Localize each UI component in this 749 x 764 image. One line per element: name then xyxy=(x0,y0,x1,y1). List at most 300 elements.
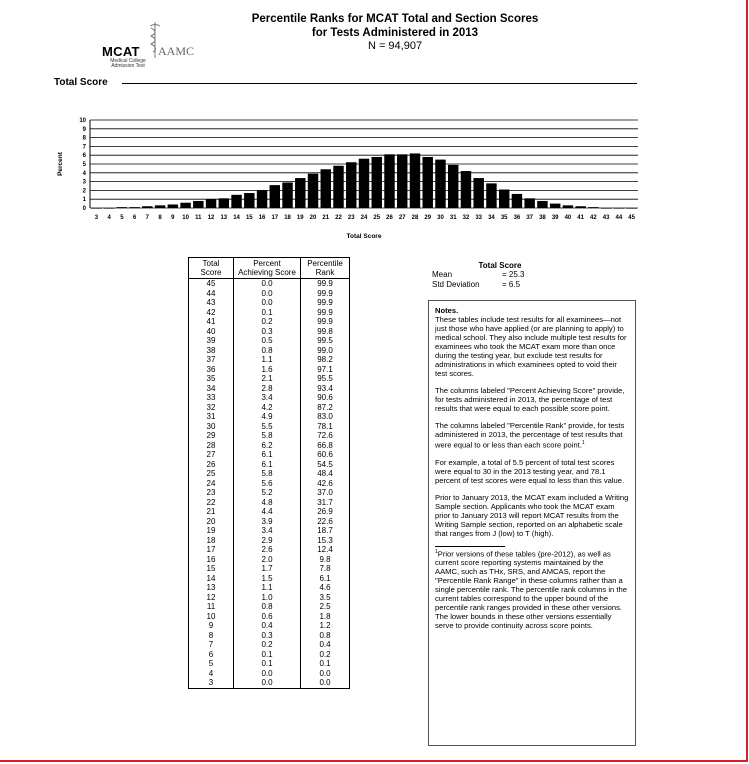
y-tick-label: 0 xyxy=(82,206,86,212)
percentile-rank-cell: 1.2 xyxy=(301,621,350,631)
x-axis-label: Total Score xyxy=(346,233,382,240)
percent-achieving-cell: 5.8 xyxy=(234,469,301,479)
percent-achieving-cell: 0.6 xyxy=(234,612,301,622)
x-tick-label: 35 xyxy=(500,215,508,221)
total-score-cell: 7 xyxy=(189,640,234,650)
total-score-cell: 45 xyxy=(189,279,234,289)
percent-achieving-cell: 0.0 xyxy=(234,298,301,308)
total-score-cell: 44 xyxy=(189,289,234,299)
percent-achieving-cell: 0.0 xyxy=(234,289,301,299)
total-score-cell: 15 xyxy=(189,564,234,574)
percentile-rank-cell: 66.8 xyxy=(301,441,350,451)
percent-achieving-cell: 4.8 xyxy=(234,498,301,508)
table-row xyxy=(189,422,350,432)
total-score-cell: 22 xyxy=(189,498,234,508)
table-row xyxy=(189,460,350,470)
logo-sub-line-2: Admission Test xyxy=(111,63,145,69)
x-tick-label: 7 xyxy=(145,215,150,221)
aamc-logo: AAMC xyxy=(158,44,195,58)
total-score-cell: 16 xyxy=(189,555,234,565)
total-score-cell: 34 xyxy=(189,384,234,394)
table-row xyxy=(189,479,350,489)
table-row xyxy=(189,555,350,565)
histogram-bar xyxy=(550,204,560,208)
table-row xyxy=(189,659,350,669)
histogram-bar xyxy=(486,183,496,208)
percentile-rank-cell: 78.1 xyxy=(301,422,350,432)
x-tick-label: 5 xyxy=(120,215,124,221)
histogram-bar xyxy=(321,169,331,208)
percentile-rank-cell: 12.4 xyxy=(301,545,350,555)
header-text: Percent xyxy=(253,259,281,268)
percentile-rank-cell: 99.8 xyxy=(301,327,350,337)
y-tick-label: 8 xyxy=(82,135,86,142)
percent-achieving-cell: 0.1 xyxy=(234,650,301,660)
table-row xyxy=(189,346,350,356)
table-row xyxy=(189,441,350,451)
percentile-rank-cell: 99.9 xyxy=(301,308,350,318)
percentile-rank-cell: 0.0 xyxy=(301,678,350,688)
x-tick-label: 4 xyxy=(107,215,111,221)
percentile-rank-cell: 60.6 xyxy=(301,450,350,460)
y-tick-label: 7 xyxy=(82,144,86,151)
percent-achieving-cell: 1.0 xyxy=(234,593,301,603)
total-score-cell: 20 xyxy=(189,517,234,527)
notes-paragraph-3-text: The columns labeled "Percentile Rank" provide, for tests administered in 2013, the percentage of test results that were equal to or less than each score point. xyxy=(435,421,625,450)
section-label: Total Score xyxy=(54,77,108,88)
percentile-rank-cell: 1.8 xyxy=(301,612,350,622)
x-tick-label: 6 xyxy=(132,215,137,221)
table-row xyxy=(189,650,350,660)
total-score-cell: 25 xyxy=(189,469,234,479)
footnote-rule xyxy=(435,546,505,547)
notes-heading: Notes. xyxy=(435,306,459,315)
table-row xyxy=(189,279,350,289)
table-row xyxy=(189,336,350,346)
histogram-bar xyxy=(295,178,305,208)
histogram-bar xyxy=(372,157,382,208)
percentile-rank-cell: 99.9 xyxy=(301,298,350,308)
x-tick-label: 25 xyxy=(373,215,381,221)
histogram-bar xyxy=(308,174,318,208)
x-tick-label: 23 xyxy=(347,215,355,221)
total-score-cell: 32 xyxy=(189,403,234,413)
percent-achieving-cell: 4.2 xyxy=(234,403,301,413)
x-tick-label: 15 xyxy=(245,215,253,221)
histogram-bar xyxy=(601,208,611,209)
histogram-bar xyxy=(499,190,509,208)
x-tick-label: 17 xyxy=(271,215,279,221)
histogram-bar xyxy=(155,205,165,208)
header-total-score xyxy=(189,258,234,279)
percentile-rank-cell: 99.9 xyxy=(301,289,350,299)
y-tick-label: 3 xyxy=(82,179,86,186)
percentile-rank-cell: 97.1 xyxy=(301,365,350,375)
percentile-rank-cell: 48.4 xyxy=(301,469,350,479)
footnote-marker: 1 xyxy=(435,548,438,555)
percent-achieving-cell: 2.1 xyxy=(234,374,301,384)
percentile-rank-cell: 95.5 xyxy=(301,374,350,384)
total-score-cell: 11 xyxy=(189,602,234,612)
mcat-logo: MCAT xyxy=(102,44,140,59)
percent-achieving-cell: 0.2 xyxy=(234,640,301,650)
percentile-rank-cell: 0.0 xyxy=(301,669,350,679)
total-score-cell: 35 xyxy=(189,374,234,384)
percentile-rank-cell: 6.1 xyxy=(301,574,350,584)
table-row xyxy=(189,289,350,299)
table-row xyxy=(189,365,350,375)
percentile-rank-cell: 42.6 xyxy=(301,479,350,489)
total-score-cell: 42 xyxy=(189,308,234,318)
percent-achieving-cell: 0.5 xyxy=(234,336,301,346)
table-row xyxy=(189,431,350,441)
y-axis-label: Percent xyxy=(57,152,64,176)
percentile-rank-cell: 98.2 xyxy=(301,355,350,365)
percentile-rank-cell: 4.6 xyxy=(301,583,350,593)
table-row xyxy=(189,640,350,650)
histogram-bar xyxy=(91,208,101,209)
total-score-cell: 19 xyxy=(189,526,234,536)
histogram-bar xyxy=(193,201,203,208)
x-tick-label: 21 xyxy=(322,215,330,221)
total-score-cell: 31 xyxy=(189,412,234,422)
total-score-cell: 30 xyxy=(189,422,234,432)
table-header-row xyxy=(189,258,350,279)
histogram-bar xyxy=(461,171,471,208)
y-tick-label: 1 xyxy=(82,197,86,204)
histogram-bar xyxy=(206,199,216,208)
header-percent-achieving xyxy=(234,258,301,279)
percent-achieving-cell: 2.9 xyxy=(234,536,301,546)
x-tick-label: 45 xyxy=(628,215,635,221)
total-score-cell: 14 xyxy=(189,574,234,584)
percentile-rank-cell: 0.8 xyxy=(301,631,350,641)
table-row xyxy=(189,450,350,460)
notes-paragraph-5: Prior to January 2013, the MCAT exam included a Writing Sample section. Applicants who took the MCAT exam prior to January 2013 will report MCAT results from the Writing Sample section, reported on an alphabetic scale that ranges from J (low) to T (high). xyxy=(435,492,629,538)
y-tick-label: 6 xyxy=(82,153,86,160)
y-tick-label: 4 xyxy=(82,170,86,177)
percent-achieving-cell: 2.6 xyxy=(234,545,301,555)
x-tick-label: 10 xyxy=(182,215,189,221)
percent-achieving-cell: 5.8 xyxy=(234,431,301,441)
total-score-cell: 38 xyxy=(189,346,234,356)
sd-value: = 6.5 xyxy=(502,280,521,289)
histogram-bar xyxy=(473,178,483,208)
percentile-rank-cell: 0.1 xyxy=(301,659,350,669)
histogram-bar xyxy=(231,195,241,208)
total-score-cell: 9 xyxy=(189,621,234,631)
x-tick-label: 26 xyxy=(386,215,393,221)
percentile-rank-cell: 99.5 xyxy=(301,336,350,346)
x-tick-label: 28 xyxy=(411,215,419,221)
percent-achieving-cell: 4.9 xyxy=(234,412,301,422)
percent-achieving-cell: 0.0 xyxy=(234,678,301,688)
total-score-cell: 12 xyxy=(189,593,234,603)
score-table xyxy=(188,257,350,689)
header-text: Rank xyxy=(315,268,335,277)
histogram-bar xyxy=(435,160,445,208)
x-tick-label: 38 xyxy=(539,215,546,221)
total-score-cell: 8 xyxy=(189,631,234,641)
table-row xyxy=(189,526,350,536)
table-body xyxy=(189,279,350,689)
footnote xyxy=(435,548,629,631)
percent-achieving-cell: 0.8 xyxy=(234,602,301,612)
x-tick-label: 34 xyxy=(488,215,495,221)
summary-stats xyxy=(432,261,570,290)
total-score-cell: 39 xyxy=(189,336,234,346)
x-tick-label: 19 xyxy=(296,215,304,221)
x-tick-label: 33 xyxy=(475,215,483,221)
percent-achieving-cell: 4.4 xyxy=(234,507,301,517)
table-row xyxy=(189,564,350,574)
histogram-bar xyxy=(588,207,598,208)
section-divider xyxy=(122,83,637,84)
percent-achieving-cell: 6.1 xyxy=(234,450,301,460)
histogram-bar xyxy=(244,193,254,208)
stats-title: Total Score xyxy=(478,261,522,270)
histogram-bar xyxy=(117,207,127,208)
percent-achieving-cell: 0.0 xyxy=(234,669,301,679)
total-score-cell: 10 xyxy=(189,612,234,622)
histogram-bar xyxy=(410,153,420,208)
x-tick-label: 37 xyxy=(526,215,534,221)
x-tick-label: 12 xyxy=(207,215,215,221)
table-row xyxy=(189,488,350,498)
percent-achieving-cell: 0.8 xyxy=(234,346,301,356)
total-score-cell: 17 xyxy=(189,545,234,555)
table-row xyxy=(189,593,350,603)
mean-value: = 25.3 xyxy=(502,270,525,279)
histogram-bar xyxy=(219,198,229,208)
percent-achieving-cell: 0.2 xyxy=(234,317,301,327)
table-row xyxy=(189,308,350,318)
histogram-bar xyxy=(384,154,394,208)
table-row xyxy=(189,469,350,479)
percent-achieving-cell: 1.7 xyxy=(234,564,301,574)
percentile-rank-cell: 26.9 xyxy=(301,507,350,517)
title-line-2: for Tests Administered in 2013 xyxy=(311,27,479,39)
percentile-rank-cell: 90.6 xyxy=(301,393,350,403)
sample-size: N = 94,907 xyxy=(367,40,423,52)
x-tick-label: 43 xyxy=(602,215,610,221)
stats-sd-row xyxy=(432,280,570,290)
percent-achieving-cell: 0.3 xyxy=(234,631,301,641)
histogram-bar xyxy=(448,165,458,208)
percentile-rank-cell: 93.4 xyxy=(301,384,350,394)
x-tick-label: 32 xyxy=(462,215,470,221)
x-tick-label: 13 xyxy=(220,215,228,221)
histogram-bar xyxy=(180,203,190,208)
x-tick-label: 41 xyxy=(577,215,584,221)
table-row xyxy=(189,678,350,688)
total-score-cell: 29 xyxy=(189,431,234,441)
histogram-bar xyxy=(512,194,522,208)
table-row xyxy=(189,412,350,422)
header-text: Score xyxy=(200,268,222,277)
percentile-rank-cell: 3.5 xyxy=(301,593,350,603)
percentile-rank-cell: 31.7 xyxy=(301,498,350,508)
total-score-cell: 40 xyxy=(189,327,234,337)
header-text: Achieving Score xyxy=(238,268,296,277)
histogram-bar xyxy=(359,159,369,208)
header-text: Percentile xyxy=(307,259,343,268)
histogram-bar xyxy=(614,208,624,209)
table-row xyxy=(189,545,350,555)
total-score-cell: 36 xyxy=(189,365,234,375)
table-row xyxy=(189,298,350,308)
percent-achieving-cell: 3.9 xyxy=(234,517,301,527)
histogram-bar xyxy=(129,207,139,208)
table-row xyxy=(189,384,350,394)
percentile-rank-cell: 18.7 xyxy=(301,526,350,536)
percent-achieving-cell: 2.8 xyxy=(234,384,301,394)
table-row xyxy=(189,621,350,631)
percent-achieving-cell: 1.1 xyxy=(234,355,301,365)
percent-achieving-cell: 0.1 xyxy=(234,659,301,669)
x-tick-label: 9 xyxy=(171,215,175,221)
percentile-rank-cell: 7.8 xyxy=(301,564,350,574)
percentile-rank-cell: 87.2 xyxy=(301,403,350,413)
total-score-histogram xyxy=(48,112,648,242)
total-score-cell: 41 xyxy=(189,317,234,327)
table-row xyxy=(189,403,350,413)
histogram-bar xyxy=(626,208,636,209)
percentile-rank-cell: 72.6 xyxy=(301,431,350,441)
percent-achieving-cell: 3.4 xyxy=(234,393,301,403)
percentile-rank-cell: 0.2 xyxy=(301,650,350,660)
histogram-bar xyxy=(346,162,356,208)
percent-achieving-cell: 5.6 xyxy=(234,479,301,489)
histogram-bar xyxy=(333,166,343,208)
percent-achieving-cell: 0.4 xyxy=(234,621,301,631)
histogram-bar xyxy=(104,208,114,209)
total-score-cell: 13 xyxy=(189,583,234,593)
percentile-rank-cell: 0.4 xyxy=(301,640,350,650)
histogram-bar xyxy=(142,206,152,208)
total-score-cell: 18 xyxy=(189,536,234,546)
footnote-text: Prior versions of these tables (pre-2012), as well as current score reporting systems maintained by the AAMC, such as THx, SRS, and AMCAS, report the "Percentile Rank Range" in these columns rather than a single percentile rank. The percentile rank columns in the current tables correspond to the upper bound of the percentile rank ranges provided in these other versions. The lower bounds in these other versions essentially serve to provide continuity across score points. xyxy=(435,549,627,631)
percent-achieving-cell: 5.5 xyxy=(234,422,301,432)
table-row xyxy=(189,612,350,622)
mcat-logo-subtitle xyxy=(104,59,152,69)
x-tick-label: 18 xyxy=(284,215,291,221)
title-line-1: Percentile Ranks for MCAT Total and Section Scores xyxy=(251,13,539,25)
total-score-cell: 24 xyxy=(189,479,234,489)
total-score-cell: 37 xyxy=(189,355,234,365)
table-row xyxy=(189,327,350,337)
table-row xyxy=(189,602,350,612)
total-score-cell: 28 xyxy=(189,441,234,451)
score-table-wrapper xyxy=(188,257,350,689)
percentile-rank-cell: 54.5 xyxy=(301,460,350,470)
histogram-bar xyxy=(282,182,292,208)
percent-achieving-cell: 0.0 xyxy=(234,279,301,289)
y-tick-label: 9 xyxy=(82,126,86,133)
x-tick-label: 42 xyxy=(590,215,597,221)
x-tick-label: 16 xyxy=(258,215,266,221)
x-tick-label: 3 xyxy=(94,215,99,221)
histogram-bar xyxy=(563,205,573,208)
percentile-rank-cell: 22.6 xyxy=(301,517,350,527)
logo-sub-line-1: Medical College xyxy=(110,58,146,64)
percent-achieving-cell: 6.1 xyxy=(234,460,301,470)
table-row xyxy=(189,669,350,679)
footnote-ref: 1 xyxy=(581,440,585,446)
percent-achieving-cell: 0.1 xyxy=(234,308,301,318)
histogram-bar xyxy=(537,201,547,208)
header-percentile-rank xyxy=(301,258,350,279)
header-text: Total xyxy=(202,259,220,268)
total-score-cell: 6 xyxy=(189,650,234,660)
percent-achieving-cell: 3.4 xyxy=(234,526,301,536)
percentile-rank-cell: 99.9 xyxy=(301,279,350,289)
percentile-rank-cell: 99.9 xyxy=(301,317,350,327)
notes-paragraph-1: These tables include test results for all examinees—not just those who have applied (or are planning to apply) to medical school. They also include multiple test results for examinees who took the MCAT exam more than once during the testing year, but exclude test results for administrations in which examinees opted to void their test scores. xyxy=(435,315,627,378)
percent-achieving-cell: 5.2 xyxy=(234,488,301,498)
x-tick-label: 27 xyxy=(398,215,406,221)
histogram-bar xyxy=(397,154,407,208)
percentile-rank-cell: 2.5 xyxy=(301,602,350,612)
table-row xyxy=(189,498,350,508)
percentile-rank-cell: 37.0 xyxy=(301,488,350,498)
mean-label: Mean xyxy=(432,270,453,279)
histogram-bar xyxy=(168,204,178,208)
table-row xyxy=(189,393,350,403)
sd-label: Std Deviation xyxy=(432,280,480,289)
table-row xyxy=(189,317,350,327)
histogram-bar xyxy=(422,157,432,208)
x-tick-label: 14 xyxy=(233,215,240,221)
percentile-rank-cell: 15.3 xyxy=(301,536,350,546)
x-tick-label: 8 xyxy=(158,215,162,221)
percentile-rank-cell: 9.8 xyxy=(301,555,350,565)
total-score-cell: 27 xyxy=(189,450,234,460)
x-tick-label: 36 xyxy=(513,215,521,221)
percent-achieving-cell: 1.5 xyxy=(234,574,301,584)
percent-achieving-cell: 1.6 xyxy=(234,365,301,375)
histogram-bar xyxy=(257,190,267,208)
table-row xyxy=(189,355,350,365)
page-title xyxy=(230,12,560,40)
total-score-cell: 33 xyxy=(189,393,234,403)
x-tick-label: 39 xyxy=(551,215,559,221)
x-tick-label: 44 xyxy=(615,215,623,221)
percent-achieving-cell: 6.2 xyxy=(234,441,301,451)
total-score-cell: 21 xyxy=(189,507,234,517)
table-row xyxy=(189,536,350,546)
stats-mean-row xyxy=(432,270,570,280)
total-score-cell: 23 xyxy=(189,488,234,498)
x-tick-label: 20 xyxy=(309,215,317,221)
total-score-cell: 4 xyxy=(189,669,234,679)
x-tick-label: 22 xyxy=(335,215,342,221)
table-row xyxy=(189,517,350,527)
table-row xyxy=(189,583,350,593)
table-row xyxy=(189,631,350,641)
table-row xyxy=(189,574,350,584)
table-row xyxy=(189,374,350,384)
percent-achieving-cell: 2.0 xyxy=(234,555,301,565)
y-tick-label: 10 xyxy=(79,118,86,124)
total-score-cell: 5 xyxy=(189,659,234,669)
percent-achieving-cell: 0.3 xyxy=(234,327,301,337)
percent-achieving-cell: 1.1 xyxy=(234,583,301,593)
histogram-bar xyxy=(575,206,585,208)
percentile-rank-cell: 99.0 xyxy=(301,346,350,356)
table-row xyxy=(189,507,350,517)
notes-box xyxy=(428,300,636,746)
